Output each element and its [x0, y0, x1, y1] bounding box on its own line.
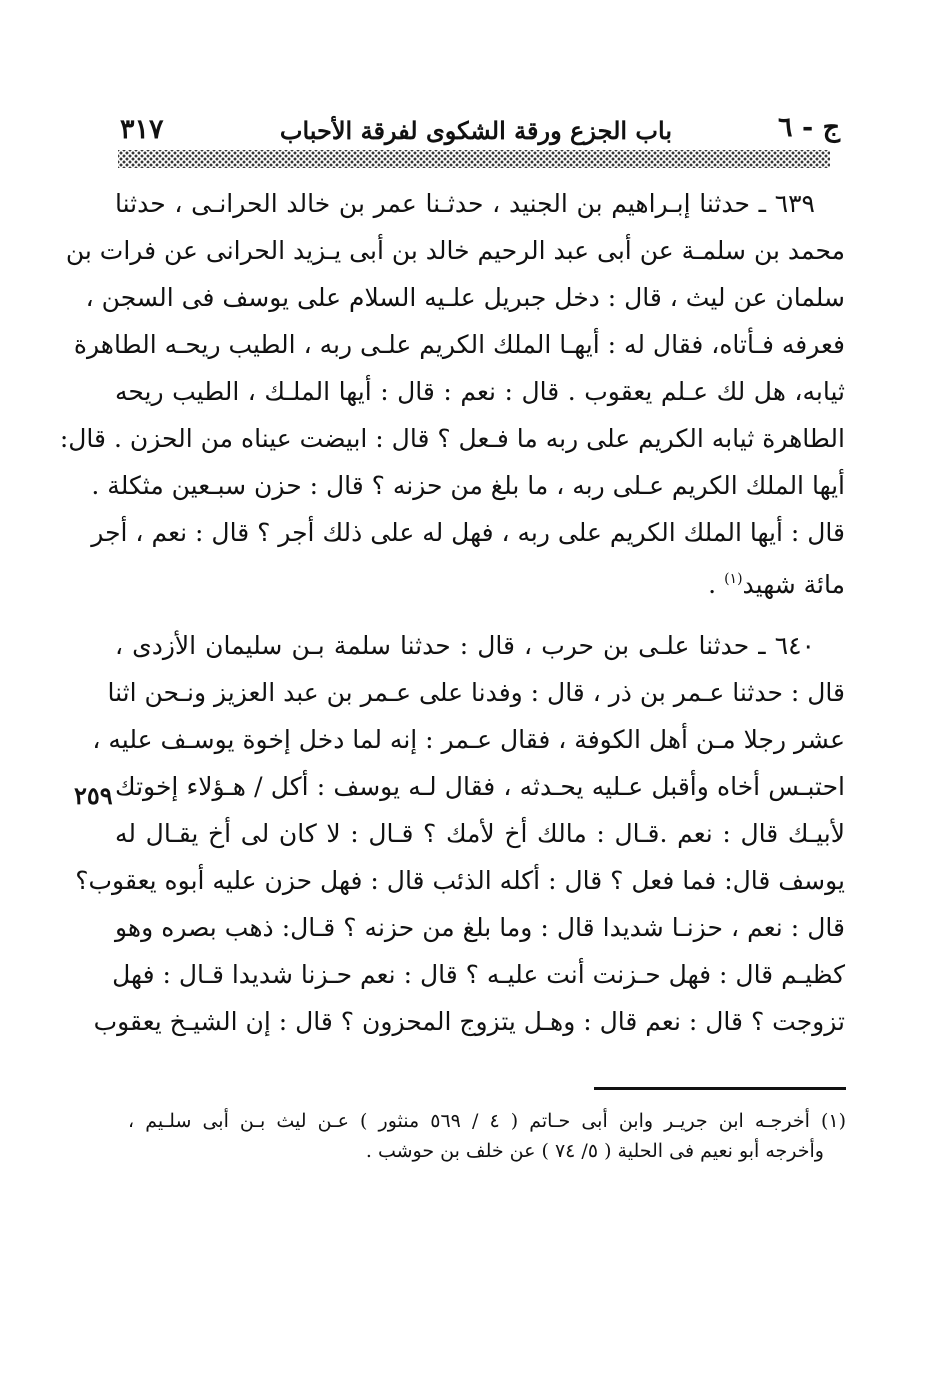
- text-line: قال : نعم ، حزنـا شديدا قال : وما بلغ من حزنه ؟ قـال: ذهب بصره وهو: [115, 913, 845, 942]
- manuscript-margin-number: ٢٥٩: [74, 781, 113, 810]
- text-line: قال : حدثنا عـمر بن ذر ، قال : وفدنا على عـمر بن عبد العزيز ونـحن اثنا: [107, 678, 845, 707]
- text-line: يوسف قال: فما فعل ؟ قال : أكله الذئب قال : فهل حزن عليه أبوه يعقوب؟: [75, 866, 845, 895]
- text-line: ٦٤٠ ـ حدثنا علـى بن حرب ، قال : حدثنا سلمة بـن سليمان الأزدى ،: [115, 631, 815, 660]
- text-line: أيها الملك الكريم عـلى ربه ، ما بلغ من حزنه ؟ قال : حزن سبـعين مثكلة .: [91, 471, 845, 500]
- text-fragment: مائة شهيد: [742, 570, 845, 599]
- text-fragment: .: [708, 570, 725, 599]
- text-line: سلمان عن ليث ، قال : دخل جبريل علـيه السلام على يوسف فى السجن ،: [85, 283, 845, 312]
- text-line: عشر رجلا مـن أهل الكوفة ، فقال عـمر : إنه لما دخل إخوة يوسـف عليه ،: [92, 725, 845, 754]
- text-line: فعرفه فـأتاه، فقال له : أيهـا الملك الكريم علـى ربه ، الطيب ريحـه الطاهرة: [73, 330, 845, 359]
- text-line: الطاهرة ثيابه الكريم على ربه ما فـعل ؟ قال : ابيضت عيناه من الحزن . قال:: [59, 424, 845, 453]
- text-line: تزوجت ؟ قال : نعم قال : وهـل يتزوج المحزون ؟ قال : إن الشيـخ يعقوب: [93, 1007, 845, 1036]
- hadith-639: [59, 180, 845, 608]
- chapter-title: باب الجزع ورقة الشكوى لفرقة الأحباب: [279, 116, 672, 145]
- footnote-separator: [594, 1087, 846, 1090]
- footnote-line: وأخرجه أبو نعيم فى الحلية ( ٥/ ٧٤ ) عن خلف بن حوشب .: [365, 1140, 824, 1162]
- text-line-last: [115, 556, 845, 608]
- footnotes: [128, 1106, 846, 1166]
- volume-label: ج - ٦: [778, 112, 840, 143]
- text-line: ثيابه، هل لك عـلم يعقوب . قال : نعم : قال : أيها الملـك ، الطيب ريحه: [115, 377, 845, 406]
- text-line: كظيـم قال : فهل حـزنت أنت عليـه ؟ قال : نعم حـزنا شديدا قـال : فهل: [112, 960, 845, 989]
- text-line: قال : أيها الملك الكريم على ربه ، فهل له على ذلك أجر ؟ قال : نعم ، أجر: [91, 518, 845, 547]
- text-line: محمد بن سلمـة عن أبى عبد الرحيم خالد بن أبى يـزيد الحرانى عن فرات بن: [65, 236, 845, 265]
- header-ornament-divider: [118, 150, 830, 168]
- text-line: ٦٣٩ ـ حدثنا إبـراهيم بن الجنيد ، حدثـنا عمر بن خالد الحرانـى ، حدثنا: [115, 189, 815, 218]
- footnote-ref[interactable]: (١): [724, 571, 743, 587]
- footnote-line: (١) أخرجـه ابن جريـر وابن أبى حـاتم ( ٤ / ٥٦٩ منثور ) عـن ليث بـن أبى سلـيم ،: [128, 1110, 847, 1132]
- page-header: [118, 108, 840, 150]
- text-line: احتبـس أخاه وأقبل عـليه يحـدثه ، فقال لـه يوسف : أكل / هـؤلاء إخوتك: [115, 772, 845, 801]
- page-number: ٣١٧: [120, 114, 164, 145]
- text-line: لأبيـك قال : نعم .قـال : مالك أخ لأمك ؟ قـال : لا كان لى أخ يقـال له: [115, 819, 845, 848]
